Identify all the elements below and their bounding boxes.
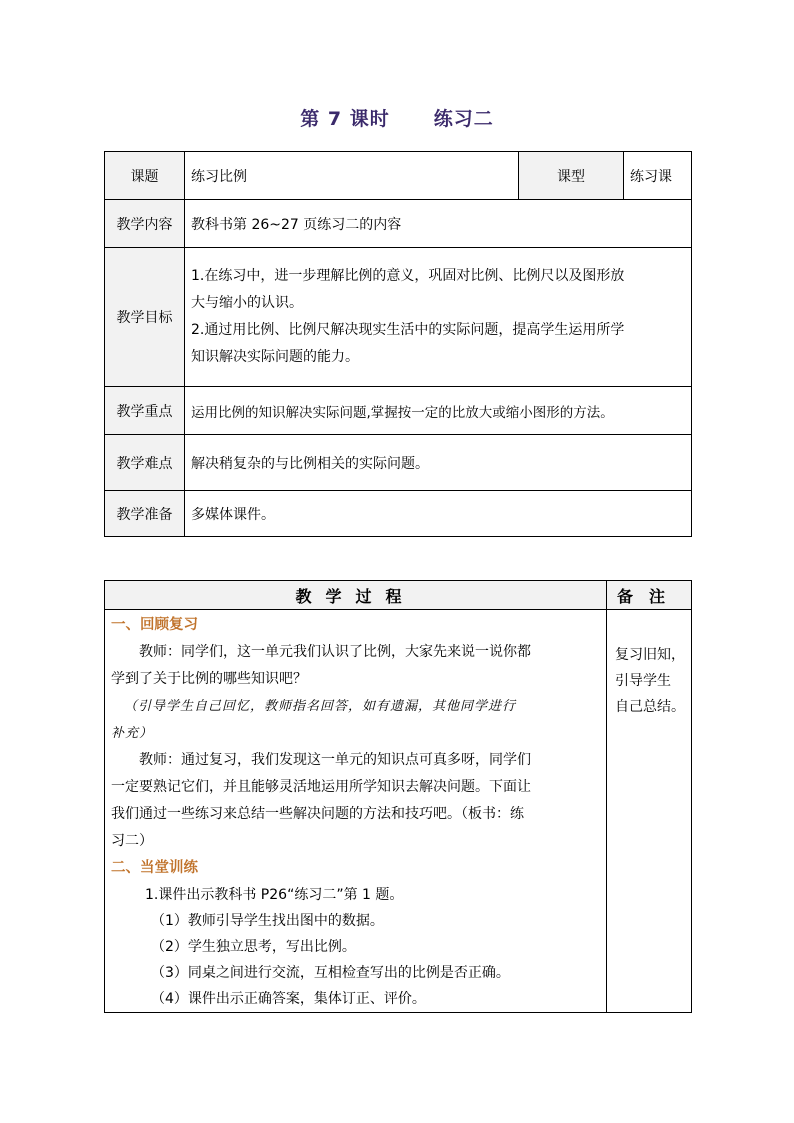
practice-step: （1）教师引导学生找出图中的数据。 — [151, 913, 384, 929]
key-label: 教学重点 — [105, 387, 185, 435]
summary-paragraph-line: 教师：通过复习，我们发现这一单元的知识点可真多呀，同学们 — [139, 752, 531, 768]
goal-line: 1.在练习中，进一步理解比例的意义，巩固对比例、比例尺以及图形放 — [191, 268, 625, 284]
note-line: 自己总结。 — [615, 699, 685, 715]
lesson-info-table — [104, 151, 692, 537]
content-value: 教科书第 26~27 页练习二的内容 — [185, 200, 692, 248]
review-paragraph-line: 学到了关于比例的哪些知识吧？ — [111, 671, 307, 687]
type-label: 课型 — [519, 152, 624, 200]
page-title — [0, 104, 794, 131]
section-practice-heading: 二、当堂训练 — [111, 860, 198, 876]
note-line: 引导学生 — [615, 673, 671, 689]
topic-value: 练习比例 — [185, 152, 519, 200]
practice-step: （4）课件出示正确答案，集体订正、评价。 — [151, 991, 426, 1007]
prep-label: 教学准备 — [105, 491, 185, 537]
key-row — [105, 387, 692, 435]
topic-label: 课题 — [105, 152, 185, 200]
goal-line: 知识解决实际问题的能力。 — [191, 349, 359, 365]
process-body-row — [105, 610, 692, 1013]
difficulty-value: 解决稍复杂的与比例相关的实际问题。 — [185, 435, 692, 491]
content-label: 教学内容 — [105, 200, 185, 248]
goal-value — [185, 248, 692, 387]
process-header-row — [105, 581, 692, 610]
topic-row — [105, 152, 692, 200]
goal-label: 教学目标 — [105, 248, 185, 387]
goal-line: 大与缩小的认识。 — [191, 295, 303, 311]
prep-value: 多媒体课件。 — [185, 491, 692, 537]
difficulty-row — [105, 435, 692, 491]
key-value: 运用比例的知识解决实际问题,掌握按一定的比放大或缩小图形的方法。 — [185, 387, 692, 435]
content-row — [105, 200, 692, 248]
difficulty-label: 教学难点 — [105, 435, 185, 491]
practice-step: （3）同桌之间进行交流，互相检查写出的比例是否正确。 — [151, 965, 510, 981]
lesson-number: 第 7 课时 — [300, 108, 390, 130]
practice-item: 1.课件出示教科书 P26“练习二”第 1 题。 — [145, 887, 404, 903]
summary-paragraph-line: 我们通过一些练习来总结一些解决问题的方法和技巧吧。（板书：练 — [111, 806, 524, 822]
summary-paragraph-line: 一定要熟记它们，并且能够灵活地运用所学知识去解决问题。下面让 — [111, 779, 531, 795]
process-notes — [607, 610, 692, 1013]
goal-row — [105, 248, 692, 387]
review-note-line: 补充） — [111, 726, 154, 741]
process-content — [105, 610, 607, 1013]
review-note-line: （引导学生自己回忆，教师指名回答，如有遗漏，其他同学进行 — [124, 699, 517, 714]
teaching-process-table — [104, 580, 692, 1013]
lesson-name: 练习二 — [433, 108, 494, 130]
section-review-heading: 一、回顾复习 — [111, 617, 198, 633]
summary-paragraph-line: 习二） — [111, 833, 153, 849]
process-header: 教学过程 — [105, 581, 607, 610]
practice-step: （2）学生独立思考，写出比例。 — [151, 939, 356, 955]
type-value: 练习课 — [624, 152, 692, 200]
prep-row — [105, 491, 692, 537]
review-paragraph-line: 教师：同学们，这一单元我们认识了比例，大家先来说一说你都 — [139, 644, 531, 660]
note-header: 备注 — [607, 581, 692, 610]
goal-line: 2.通过用比例、比例尺解决现实生活中的实际问题，提高学生运用所学 — [191, 322, 625, 338]
note-line: 复习旧知， — [615, 647, 685, 663]
